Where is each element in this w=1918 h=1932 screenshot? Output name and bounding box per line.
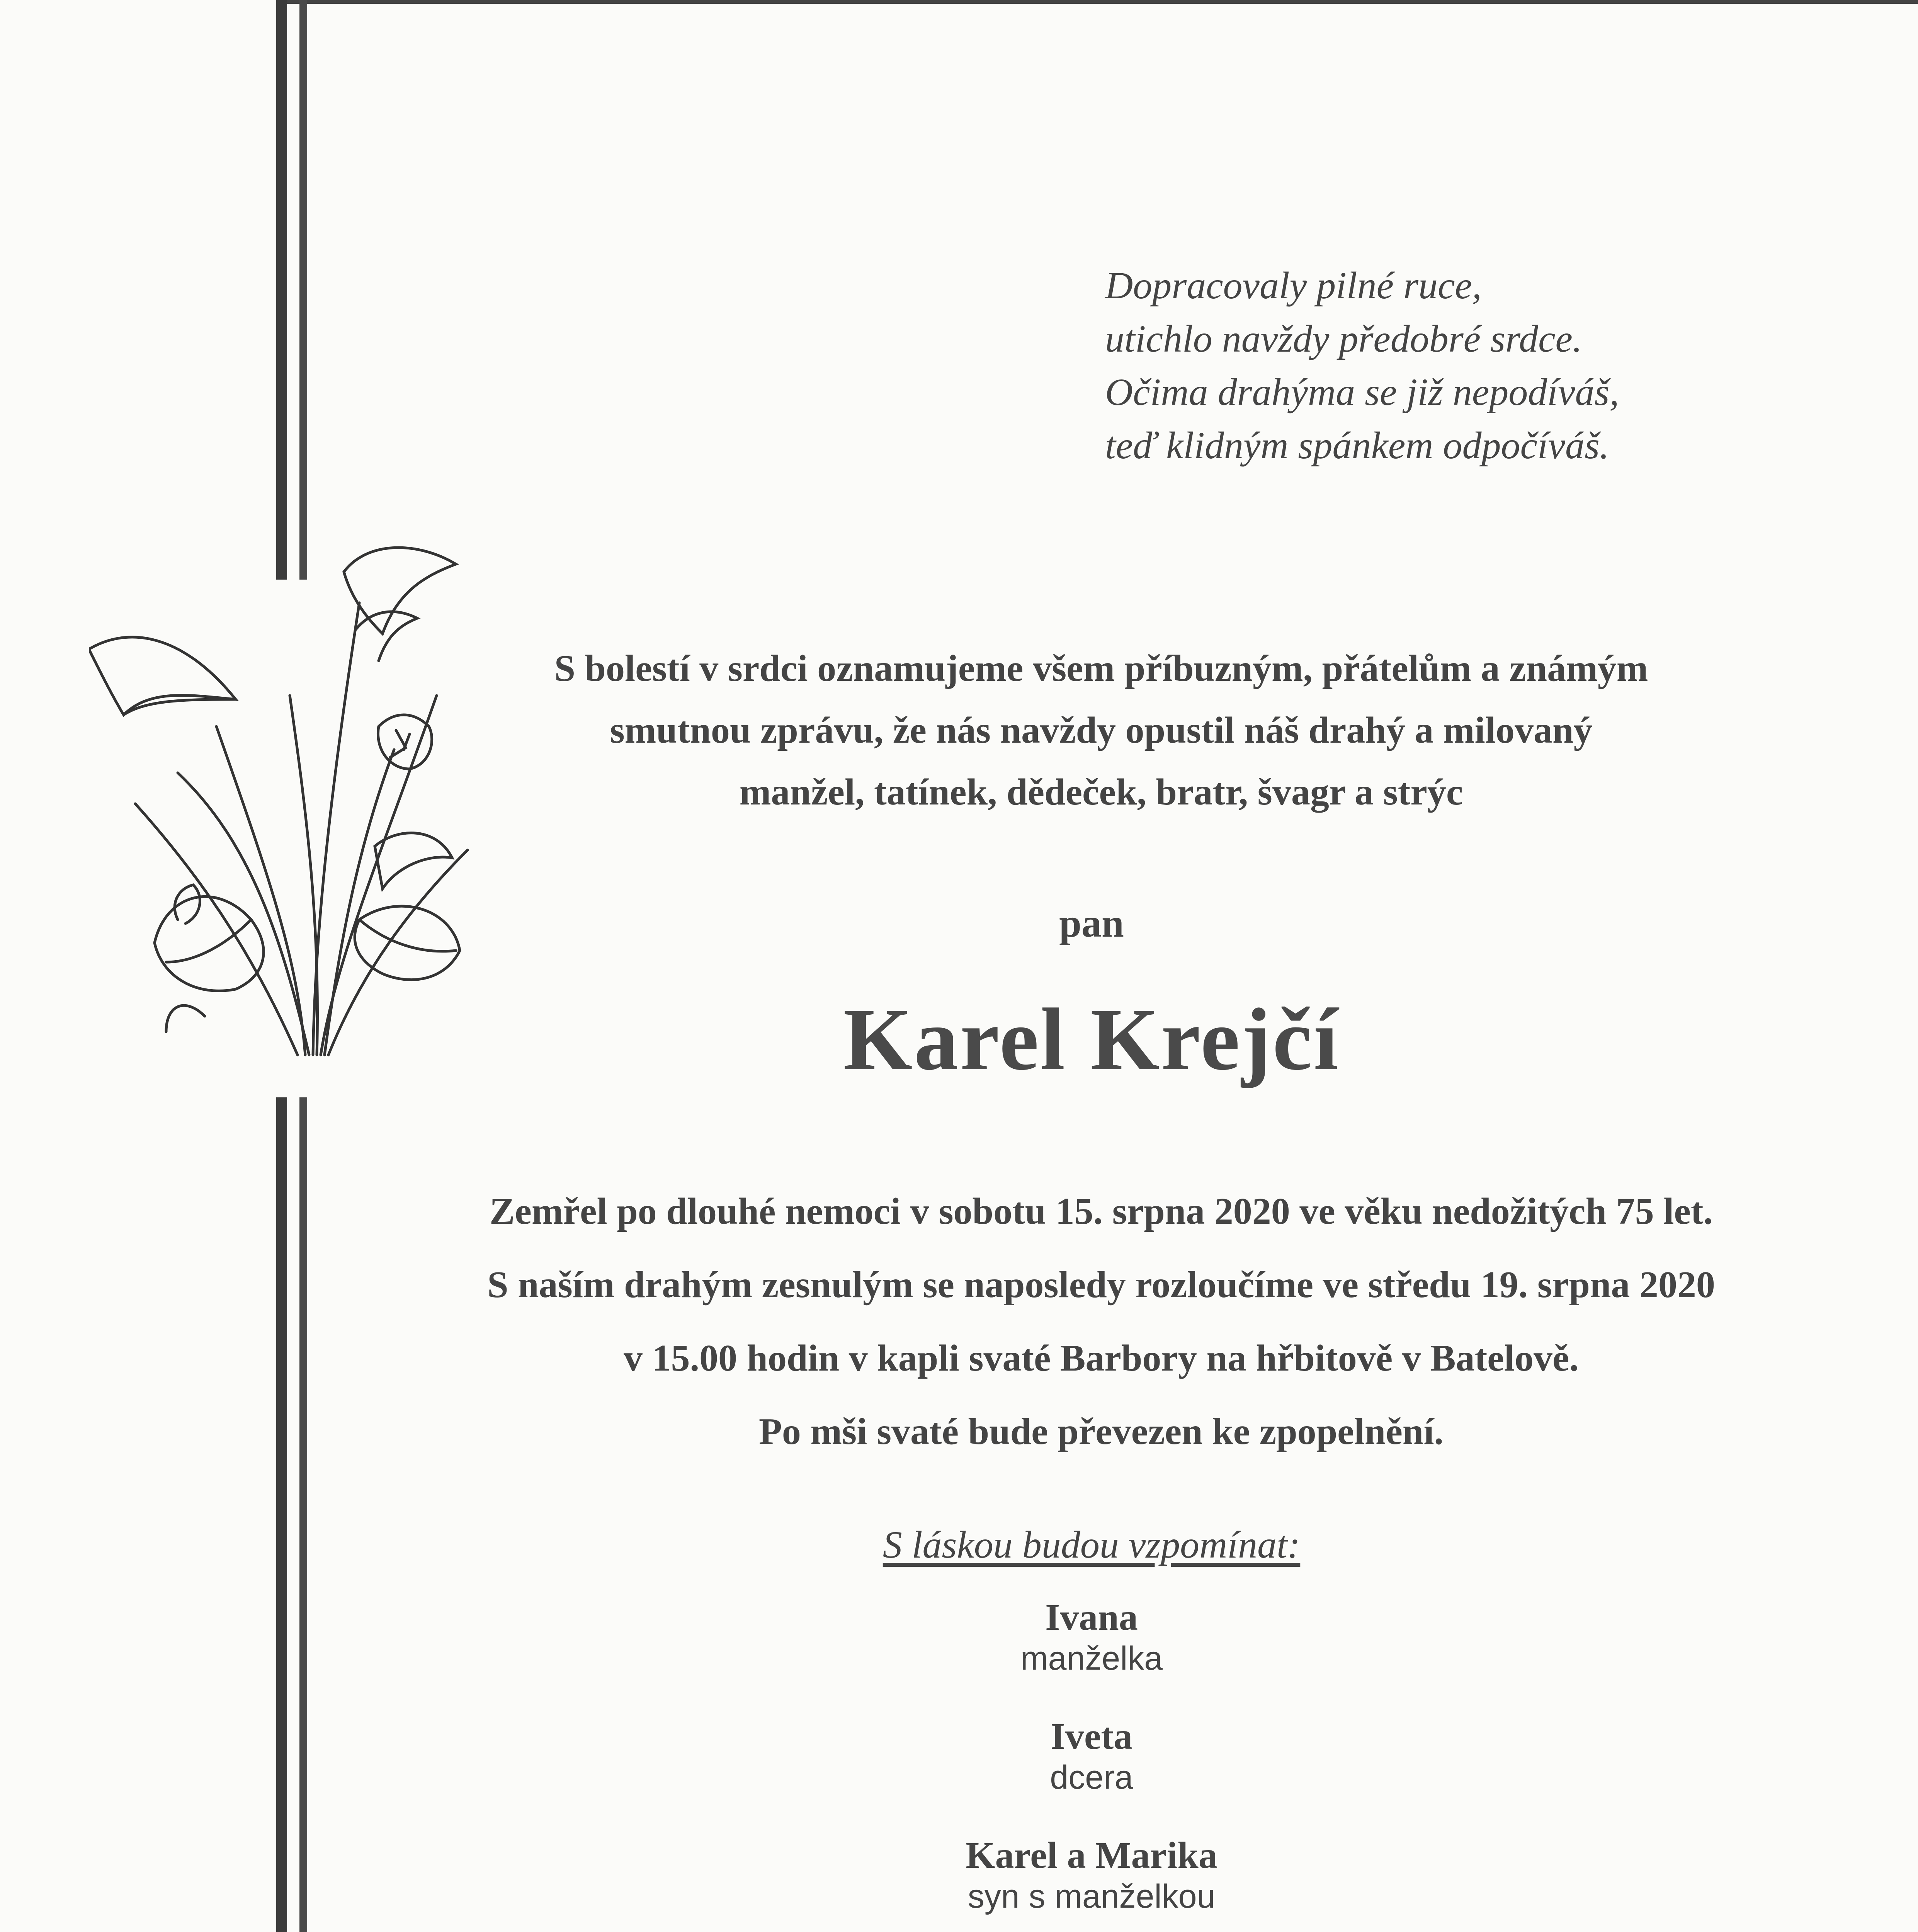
deceased-name: Karel Krejčí xyxy=(843,990,1340,1088)
family-member xyxy=(773,1596,1410,1715)
family-member xyxy=(773,1834,1410,1932)
announcement-line: manžel, tatínek, dědeček, bratr, švagr a strýc xyxy=(739,771,1463,813)
announcement-line: S bolestí v srdci oznamujeme všem příbuzným, přátelům a známým xyxy=(554,648,1648,689)
death-notice-line: Po mši svaté bude převezen ke zpopelnění. xyxy=(758,1411,1444,1452)
calla-lily-bouquet-icon xyxy=(89,533,483,1066)
poem-line: utichlo navždy předobré srdce. xyxy=(1105,317,1582,360)
death-notice-line: S naším drahým zesnulým se naposledy rozloučíme ve středu 19. srpna 2020 xyxy=(487,1264,1715,1306)
family-member-name: Ivana xyxy=(1045,1597,1138,1638)
death-notice-line: v 15.00 hodin v kapli svaté Barbory na hřbitově v Batelově. xyxy=(624,1337,1579,1379)
poem-line: teď klidným spánkem odpočíváš. xyxy=(1105,424,1609,467)
announcement xyxy=(464,638,1739,823)
family-member-relation: dcera xyxy=(1050,1759,1133,1796)
family-member-name: Karel a Marika xyxy=(966,1835,1217,1876)
poem-line: Očima drahýma se již nepodíváš, xyxy=(1105,371,1619,413)
poem-line: Dopracovaly pilné ruce, xyxy=(1105,264,1482,307)
family-member-relation: manželka xyxy=(1020,1640,1163,1677)
top-rule xyxy=(278,0,1918,4)
family-member-relation: syn s manželkou xyxy=(968,1878,1216,1915)
announcement-line: smutnou zprávu, že nás navždy opustil náš drahý a milovaný xyxy=(610,709,1593,751)
poem xyxy=(1105,259,1685,472)
death-notice-line: Zemřel po dlouhé nemoci v sobotu 15. srpna 2020 ve věku nedožitých 75 let. xyxy=(490,1190,1713,1232)
honorific: pan xyxy=(1059,901,1124,946)
family-member-name: Iveta xyxy=(1050,1716,1133,1757)
family-list xyxy=(773,1596,1410,1932)
family-member xyxy=(773,1715,1410,1834)
death-notice xyxy=(425,1175,1777,1468)
remember-heading: S láskou budou vzpomínat: xyxy=(882,1523,1301,1566)
